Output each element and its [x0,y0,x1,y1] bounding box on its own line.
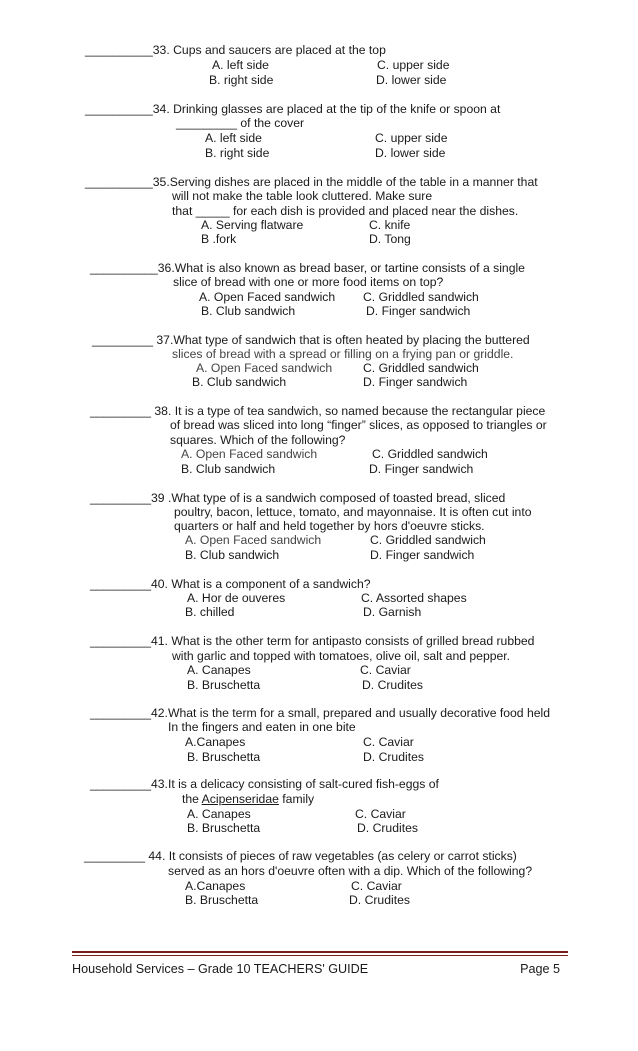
question-34-text: __________34. Drinking glasses are placed at the tip of the knife or spoon at [85,102,501,116]
question-38-option-a: A. Open Faced sandwich [181,447,318,461]
footer-divider-thin [72,955,568,956]
question-44-option-b: B. Bruschetta [185,893,259,907]
question-43-text: _________43.It is a delicacy consisting of salt-cured fish-eggs of [90,777,439,791]
question-42-text-line2: In the fingers and eaten in one bite [168,720,356,734]
question-39-option-a: A. Open Faced sandwich [185,533,322,547]
question-35-option-a: A. Serving flatware [201,218,304,232]
question-41-text: _________41. What is the other term for antipasto consists of grilled bread rubbed [90,634,535,648]
question-35-text-line2: will not make the table look cluttered. Make sure [172,189,433,203]
question-37-option-d: D. Finger sandwich [363,375,468,389]
question-38-text-line2: of bread was sliced into long “finger” slices, as opposed to triangles or [170,418,547,432]
question-39-option-c: C. Griddled sandwich [370,533,486,547]
question-37-option-c: C. Griddled sandwich [363,361,479,375]
question-34-text-line2: _________ of the cover [176,116,305,130]
question-42-option-b: B. Bruschetta [187,750,261,764]
acipenseridae-link-text: Acipenseridae [201,792,279,806]
question-37-option-b: B. Club sandwich [192,375,287,389]
question-42-option-d: D. Crudites [363,750,424,764]
question-40-option-d: D. Garnish [363,605,422,619]
question-36-option-a: A. Open Faced sandwich [199,290,336,304]
question-40-option-c: C. Assorted shapes [361,591,467,605]
question-40-option-b: B. chilled [185,605,235,619]
question-44-option-d: D. Crudites [349,893,410,907]
question-39-text-line3: quarters or half and held together by hors d'oeuvre sticks. [174,519,485,533]
question-43-option-d: D. Crudites [357,821,418,835]
question-33-option-d: D. lower side [376,73,447,87]
question-37-option-a: A. Open Faced sandwich [196,361,333,375]
question-39-option-d: D. Finger sandwich [370,548,475,562]
question-35-text: __________35.Serving dishes are placed in the middle of the table in a manner that [85,175,538,189]
question-38-option-c: C. Griddled sandwich [372,447,488,461]
question-42-option-a: A.Canapes [185,735,246,749]
question-38-text-line3: squares. Which of the following? [170,433,346,447]
question-38-text: _________ 38. It is a type of tea sandwich, so named because the rectangular piece [90,404,546,418]
question-38-option-d: D. Finger sandwich [369,462,474,476]
question-44-option-c: C. Caviar [351,879,402,893]
question-41-option-c: C. Caviar [360,663,411,677]
question-35-option-b: B .fork [201,232,237,246]
question-34-option-d: D. lower side [375,146,446,160]
question-36-option-d: D. Finger sandwich [366,304,471,318]
question-43-option-a: A. Canapes [187,807,251,821]
question-38-option-b: B. Club sandwich [181,462,276,476]
question-36-text-line2: slice of bread with one or more food items on top? [173,275,444,289]
question-40-option-a: A. Hor de ouveres [187,591,286,605]
question-33-option-c: C. upper side [377,58,450,72]
question-43-option-b: B. Bruschetta [187,821,261,835]
question-40-text: _________40. What is a component of a sandwich? [90,577,371,591]
question-33-option-b: B. right side [209,73,274,87]
question-35-option-c: C. knife [369,218,411,232]
question-41-option-a: A. Canapes [187,663,251,677]
question-39-option-b: B. Club sandwich [185,548,280,562]
question-35-option-d: D. Tong [369,232,411,246]
question-33-text: __________33. Cups and saucers are placed at the top [85,43,386,57]
question-36-text: __________36.What is also known as bread baser, or tartine consists of a single [90,261,525,275]
question-34-option-a: A. left side [205,131,262,145]
footer-divider-thick [72,951,568,953]
question-35-text-line3: that _____ for each dish is provided and placed near the dishes. [172,204,519,218]
question-42-option-c: C. Caviar [363,735,414,749]
question-39-text-line2: poultry, bacon, lettuce, tomato, and mayonnaise. It is often cut into [174,505,532,519]
question-41-option-b: B. Bruschetta [187,678,261,692]
question-42-text: _________42.What is the term for a small, prepared and usually decorative food held [90,706,551,720]
question-33-option-a: A. left side [212,58,269,72]
question-34-option-b: B. right side [205,146,270,160]
question-44-text-line2: served as an hors d'oeuvre often with a dip. Which of the following? [168,864,533,878]
question-44-option-a: A.Canapes [185,879,246,893]
question-41-option-d: D. Crudites [362,678,423,692]
question-41-text-line2: with garlic and topped with tomatoes, olive oil, salt and pepper. [172,649,511,663]
question-36-option-b: B. Club sandwich [201,304,296,318]
question-43-option-c: C. Caviar [355,807,406,821]
question-43-text-line2: the Acipenseridae family [182,792,315,806]
question-44-text: _________ 44. It consists of pieces of raw vegetables (as celery or carrot sticks) [84,849,517,863]
question-39-text: _________39 .What type of is a sandwich composed of toasted bread, sliced [90,491,506,505]
question-34-option-c: C. upper side [375,131,448,145]
question-37-text: _________ 37.What type of sandwich that is often heated by placing the buttered [92,333,530,347]
footer-title: Household Services – Grade 10 TEACHERS' GUIDE [72,962,369,976]
footer-page-number: Page 5 [520,962,560,976]
question-36-option-c: C. Griddled sandwich [363,290,479,304]
question-37-text-line2: slices of bread with a spread or filling on a frying pan or griddle. [172,347,514,361]
